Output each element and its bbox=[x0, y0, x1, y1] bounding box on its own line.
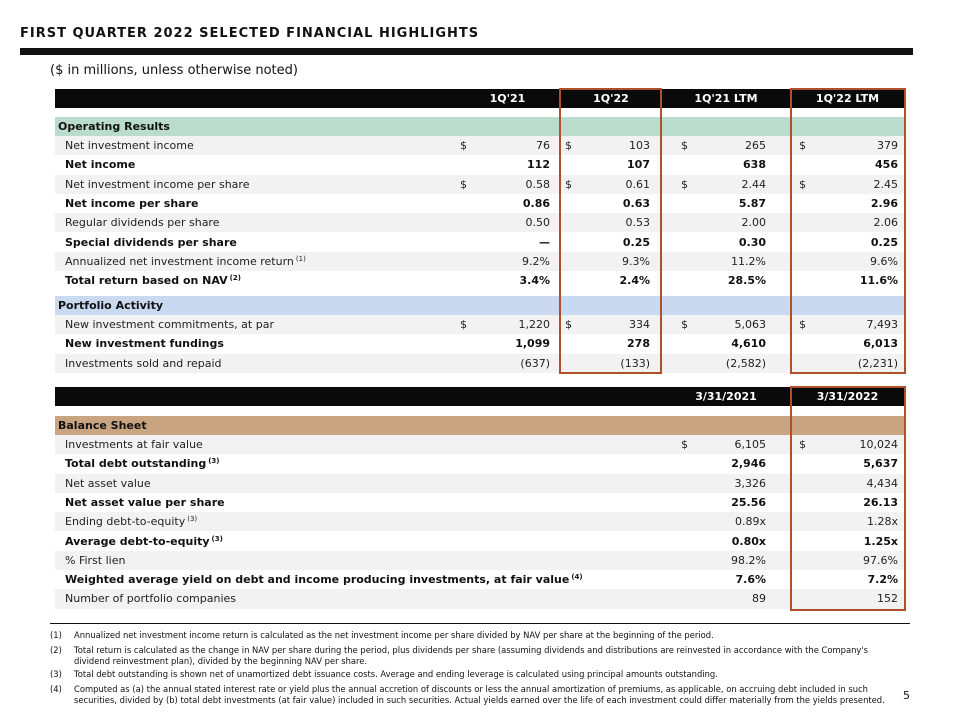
cell-value: 6,105 bbox=[734, 438, 766, 451]
cell-value: 7,493 bbox=[866, 318, 898, 331]
footnote-marker: (3) bbox=[187, 515, 198, 524]
highlight-box-3-31-2022 bbox=[790, 386, 906, 611]
footnote-number: (2) bbox=[50, 645, 62, 655]
cell-value: 0.86 bbox=[522, 196, 550, 210]
cell-value: 2.06 bbox=[873, 216, 898, 230]
column-header: 3/31/2021 bbox=[695, 390, 757, 403]
table-row bbox=[55, 570, 905, 589]
column-header: 1Q'21 bbox=[489, 92, 526, 105]
cell-value: 7.6% bbox=[735, 573, 766, 587]
currency-symbol: $ bbox=[565, 177, 572, 191]
row-label: Weighted average yield on debt and income producing investments, at fair value $^{(4)}$ bbox=[65, 573, 583, 587]
table-row bbox=[55, 435, 905, 454]
row-label: Net income bbox=[65, 158, 136, 172]
table-row bbox=[55, 454, 905, 473]
cell-value: 2.44 bbox=[741, 177, 766, 191]
highlight-box-1q22 bbox=[559, 88, 662, 374]
row-label: Net investment income bbox=[65, 139, 194, 152]
currency-symbol: $ bbox=[460, 177, 467, 191]
currency-symbol: $ bbox=[799, 177, 806, 191]
table-row bbox=[55, 532, 905, 551]
currency-symbol: $ bbox=[460, 318, 467, 331]
footnote-marker: (1) bbox=[295, 254, 306, 263]
cell-value: 98.2% bbox=[731, 553, 766, 567]
footnote-number: (1) bbox=[50, 630, 62, 640]
footnote-number: (3) bbox=[50, 669, 62, 679]
cell-value: 7.2% bbox=[867, 573, 898, 587]
cell-value: 76 bbox=[536, 139, 550, 152]
cell-value: 0.63 bbox=[622, 196, 650, 210]
row-label: Number of portfolio companies bbox=[65, 592, 237, 606]
cell-value: 2.45 bbox=[873, 177, 898, 191]
table-row bbox=[55, 334, 905, 353]
cell-value: 152 bbox=[877, 592, 898, 606]
section-portfolio-activity: Portfolio Activity bbox=[55, 296, 905, 315]
cell-value: 0.80x bbox=[731, 534, 766, 548]
cell-value: 638 bbox=[743, 158, 766, 172]
cell-value: 26.13 bbox=[863, 495, 898, 509]
currency-symbol: $ bbox=[799, 139, 806, 152]
table-row bbox=[55, 271, 905, 290]
currency-symbol: $ bbox=[681, 139, 688, 152]
cell-value: 4,610 bbox=[731, 337, 766, 351]
cell-value: — bbox=[539, 235, 550, 249]
column-header: 3/31/2022 bbox=[816, 390, 879, 403]
cell-value: 0.61 bbox=[625, 177, 650, 191]
balance-sheet-table bbox=[55, 387, 905, 611]
table-row bbox=[55, 493, 905, 512]
table-row bbox=[55, 474, 905, 493]
row-label: Net asset value per share bbox=[65, 495, 225, 509]
currency-symbol: $ bbox=[681, 177, 688, 191]
cell-value: 1,220 bbox=[518, 318, 550, 331]
table-row bbox=[55, 233, 905, 252]
cell-value: 28.5% bbox=[727, 274, 766, 288]
cell-value: 456 bbox=[875, 158, 898, 172]
footnote-number: (4) bbox=[50, 684, 62, 694]
row-label: % First lien bbox=[65, 553, 126, 567]
cell-value: 6,013 bbox=[863, 337, 898, 351]
cell-value: 5,063 bbox=[734, 318, 766, 331]
cell-value: (133) bbox=[620, 356, 650, 370]
currency-symbol: $ bbox=[681, 438, 688, 451]
table-row bbox=[55, 589, 905, 608]
footnote-text: Computed as (a) the annual stated interest rate or yield plus the annual accretion of discounts or less the annual amortization of premiums, as applicable, on accruing debt included in such securities, divided by (b) total debt investments (at fair value) included in such securities. Actual yields earned over the life of each investment could differ materially from the yields presented. bbox=[74, 684, 885, 705]
footnote-marker: (3) bbox=[211, 534, 223, 543]
cell-value: 112 bbox=[527, 158, 550, 172]
cell-value: 0.25 bbox=[622, 235, 650, 249]
cell-value: 103 bbox=[629, 139, 650, 152]
footnote-text: Total return is calculated as the change in NAV per share during the period, plus dividends per share (assuming dividends and distributions are reinvested in accordance with the Company's dividend reinvestment plan), divided by the beginning NAV per share. bbox=[74, 645, 869, 666]
cell-value: 4,434 bbox=[866, 476, 898, 490]
row-label: Regular dividends per share bbox=[65, 216, 220, 230]
row-label: Net asset value bbox=[65, 476, 151, 490]
currency-symbol: $ bbox=[799, 438, 806, 451]
table-row bbox=[55, 252, 905, 271]
table-row bbox=[55, 512, 905, 531]
cell-value: 0.53 bbox=[625, 216, 650, 230]
cell-value: 379 bbox=[877, 139, 898, 152]
cell-value: (637) bbox=[520, 356, 550, 370]
section-balance-sheet: Balance Sheet bbox=[55, 416, 905, 435]
row-label: Net investment income per share bbox=[65, 177, 250, 191]
financial-highlights-table bbox=[55, 89, 905, 373]
row-label: Total debt outstanding $^{(3)}$ bbox=[65, 457, 220, 471]
table-row bbox=[55, 155, 905, 174]
cell-value: 9.6% bbox=[870, 254, 898, 268]
section-operating-results: Operating Results bbox=[55, 117, 905, 136]
footnote-text: Annualized net investment income return is calculated as the net investment income per share divided by NAV per share at the beginning of the period. bbox=[74, 630, 714, 640]
row-label: Investments sold and repaid bbox=[65, 356, 222, 370]
page-title: FIRST QUARTER 2022 SELECTED FINANCIAL HIGHLIGHTS bbox=[20, 26, 480, 41]
cell-value: 3,326 bbox=[734, 476, 766, 490]
cell-value: 1.25x bbox=[863, 534, 898, 548]
footnote-marker: (4) bbox=[571, 573, 583, 582]
footnote-marker: (2) bbox=[229, 274, 241, 283]
table-row bbox=[55, 551, 905, 570]
table-row bbox=[55, 194, 905, 213]
cell-value: 1,099 bbox=[515, 337, 550, 351]
units-note: ($ in millions, unless otherwise noted) bbox=[50, 63, 298, 78]
cell-value: 278 bbox=[627, 337, 650, 351]
row-label: Ending debt-to-equity $^{(3)}$ bbox=[65, 515, 198, 529]
cell-value: 0.25 bbox=[870, 235, 898, 249]
cell-value: 0.58 bbox=[525, 177, 550, 191]
cell-value: 10,024 bbox=[859, 438, 898, 451]
cell-value: 2.4% bbox=[619, 274, 650, 288]
cell-value: 1.28x bbox=[866, 515, 898, 529]
row-label: Special dividends per share bbox=[65, 235, 237, 249]
row-label: Investments at fair value bbox=[65, 438, 203, 451]
cell-value: 89 bbox=[752, 592, 766, 606]
row-label: Annualized net investment income return $^{(1)}$ bbox=[65, 254, 306, 268]
cell-value: 2.00 bbox=[741, 216, 766, 230]
cell-value: 0.30 bbox=[738, 235, 766, 249]
cell-value: 0.89x bbox=[734, 515, 766, 529]
cell-value: 11.2% bbox=[731, 254, 766, 268]
currency-symbol: $ bbox=[799, 318, 806, 331]
column-header-row bbox=[55, 387, 905, 406]
cell-value: 2.96 bbox=[870, 196, 898, 210]
table-row bbox=[55, 213, 905, 232]
cell-value: 5,637 bbox=[863, 457, 898, 471]
table-row bbox=[55, 354, 905, 373]
column-header: 1Q'21 LTM bbox=[694, 92, 758, 105]
cell-value: 265 bbox=[745, 139, 766, 152]
column-header: 1Q'22 LTM bbox=[815, 92, 880, 105]
currency-symbol: $ bbox=[460, 139, 467, 152]
cell-value: 5.87 bbox=[738, 196, 766, 210]
cell-value: (2,582) bbox=[725, 356, 766, 370]
row-label: Total return based on NAV $^{(2)}$ bbox=[65, 274, 241, 288]
column-header-row bbox=[55, 89, 905, 108]
table-row bbox=[55, 315, 905, 334]
cell-value: 0.50 bbox=[525, 216, 550, 230]
cell-value: 9.3% bbox=[622, 254, 650, 268]
cell-value: 107 bbox=[627, 158, 650, 172]
cell-value: 11.6% bbox=[859, 274, 898, 288]
footnotes-rule bbox=[50, 623, 910, 624]
table-row bbox=[55, 136, 905, 155]
cell-value: 25.56 bbox=[731, 495, 766, 509]
footnote-text: Total debt outstanding is shown net of unamortized debt issuance costs. Average and ending leverage is calculated using principal amounts outstanding. bbox=[74, 669, 718, 679]
title-rule bbox=[20, 48, 913, 55]
page-number: 5 bbox=[903, 689, 910, 702]
currency-symbol: $ bbox=[565, 318, 572, 331]
row-label: Net income per share bbox=[65, 196, 199, 210]
row-label: Average debt-to-equity $^{(3)}$ bbox=[65, 534, 223, 548]
cell-value: 334 bbox=[629, 318, 650, 331]
currency-symbol: $ bbox=[681, 318, 688, 331]
row-label: New investment fundings bbox=[65, 337, 224, 351]
cell-value: (2,231) bbox=[857, 356, 898, 370]
table-row bbox=[55, 175, 905, 194]
cell-value: 3.4% bbox=[519, 274, 550, 288]
cell-value: 2,946 bbox=[731, 457, 766, 471]
highlight-box-1q22-ltm bbox=[790, 88, 906, 374]
row-label: New investment commitments, at par bbox=[65, 318, 274, 331]
footnote-marker: (3) bbox=[208, 457, 220, 466]
cell-value: 97.6% bbox=[863, 553, 898, 567]
cell-value: 9.2% bbox=[522, 254, 550, 268]
column-header: 1Q'22 bbox=[593, 92, 629, 105]
currency-symbol: $ bbox=[565, 139, 572, 152]
